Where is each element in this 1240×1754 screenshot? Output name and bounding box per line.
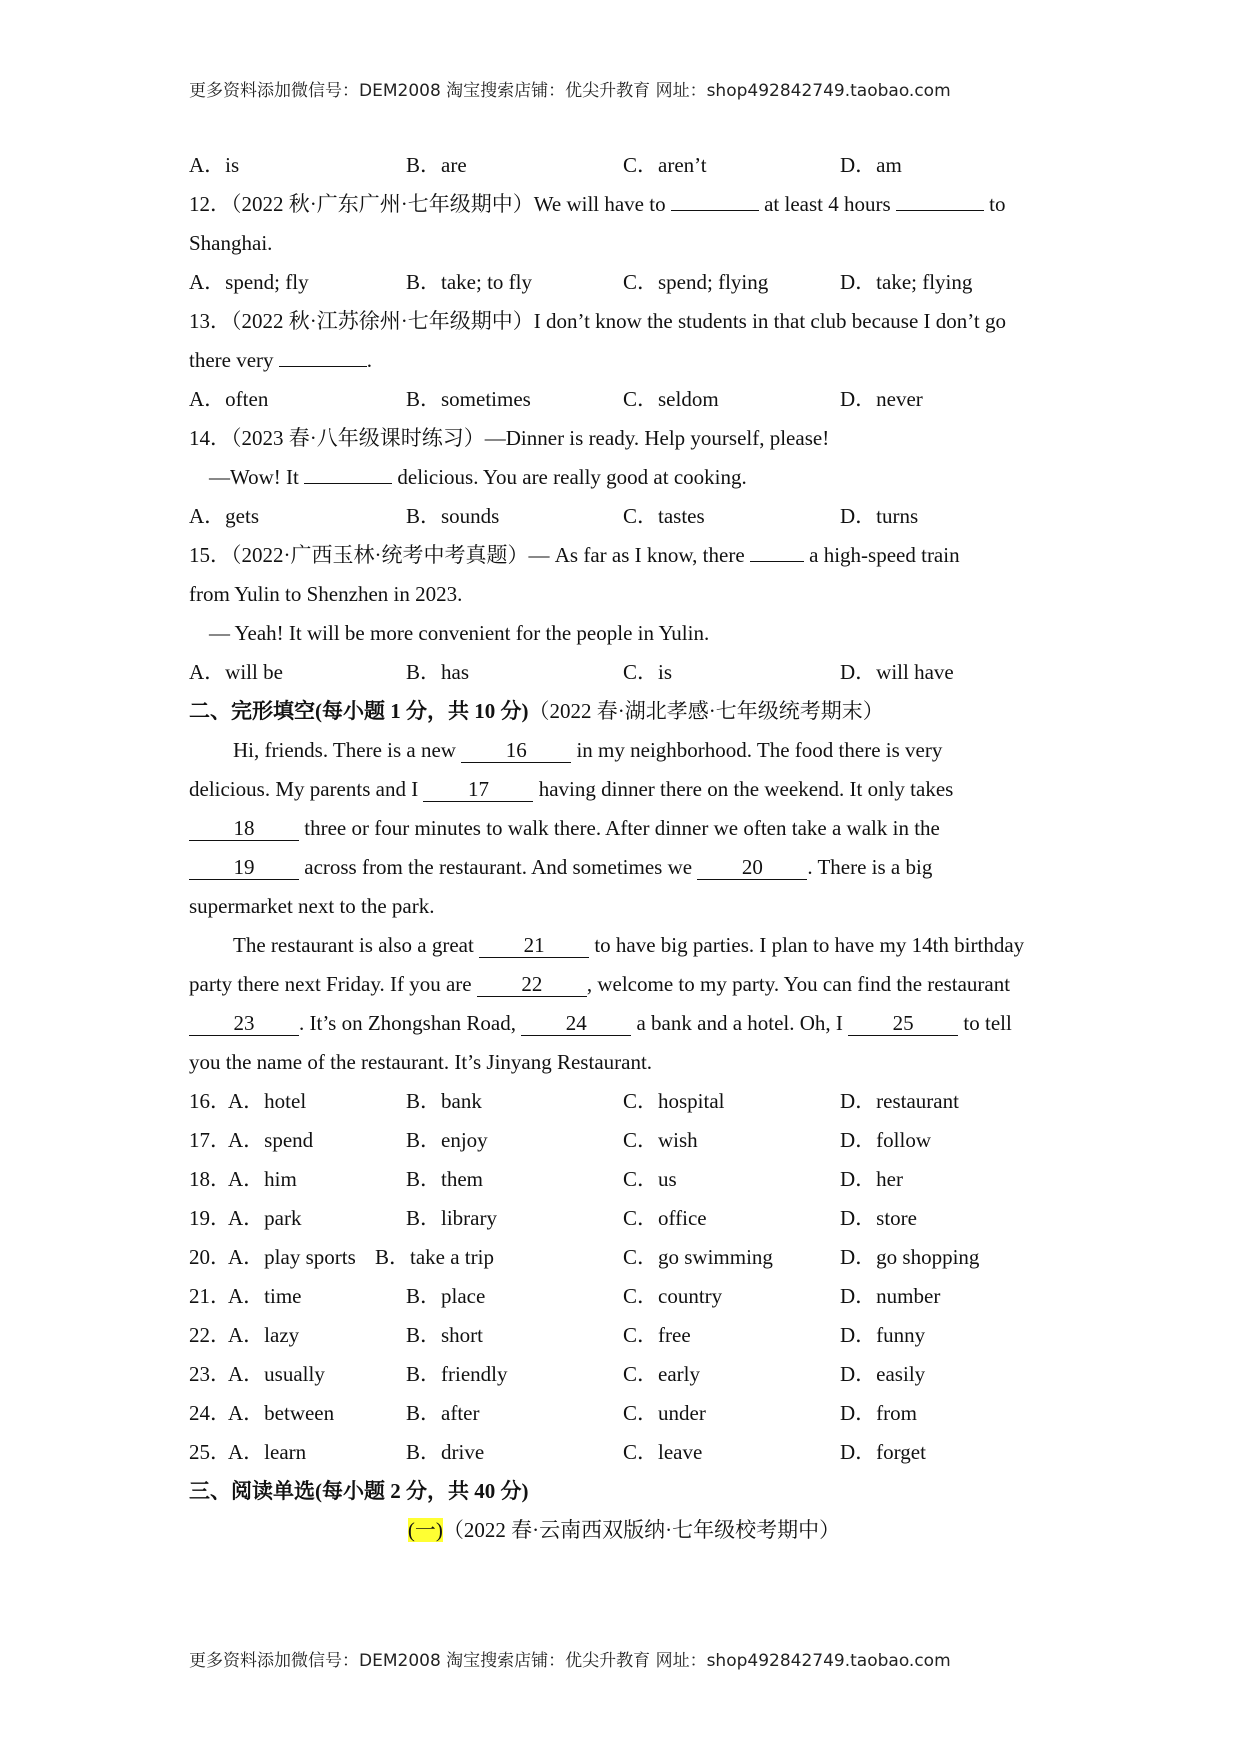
q12-text-2: at least 4 hours [764,192,891,216]
q15-option-a: A．will be [189,660,283,684]
q14-text-2: delicious. You are really good at cooking. [397,465,747,489]
q12-text-1: 12．（2022 秋·广东广州·七年级期中）We will have to [189,192,666,216]
passage-text: to have big parties. I plan to have my 14th birthday [594,933,1025,957]
answer-blank [896,186,984,211]
option-c: C．country [623,1284,723,1308]
cloze-option-row [189,1238,1059,1277]
cloze-blank-16: 16 [461,738,571,763]
cloze-option-row [189,1121,1059,1160]
cloze-blank-23: 23 [189,1011,299,1036]
cloze-blank-24: 24 [521,1011,631,1036]
section-2-heading [189,692,1059,731]
q12-option-c: C．spend; flying [623,270,769,294]
option-d: D．easily [840,1362,926,1386]
option-c: C．us [623,1167,677,1191]
question-number: 25． [189,1440,231,1464]
passage-line [189,926,1059,965]
cloze-blank-25: 25 [848,1011,958,1036]
option-d: D．number [840,1284,941,1308]
option-c: C．hospital [623,1089,725,1113]
answer-blank [279,342,367,367]
q14-option-b: B．sounds [406,504,500,528]
question-number: 24． [189,1401,231,1425]
option-b: B．drive [406,1440,485,1464]
answer-blank [750,537,804,562]
option-c: C．office [623,1206,707,1230]
q15-reply: — Yeah! It will be more convenient for the people in Yulin. [209,621,710,645]
passage-text: . It’s on Zhongshan Road, [299,1011,516,1035]
q15-stem-line2: from Yulin to Shenzhen in 2023. [189,582,463,606]
question-number: 17． [189,1128,231,1152]
document-body [189,146,1059,1550]
option-a: A．park [228,1206,302,1230]
cloze-option-row [189,1355,1059,1394]
cloze-blank-20: 20 [697,855,807,880]
q15-text-1: 15．（2022·广西玉林·统考中考真题）— As far as I know, there [189,543,745,567]
cloze-blank-17: 17 [423,777,533,802]
answer-blank [304,459,392,484]
q13-option-b: B．sometimes [406,387,531,411]
cloze-blank-22: 22 [477,972,587,997]
q13-options [189,380,1059,419]
option-b: B．friendly [406,1362,508,1386]
option-c: C．under [623,1401,706,1425]
option-b: B．after [406,1401,480,1425]
cloze-blank-18: 18 [189,816,299,841]
cloze-option-row [189,1160,1059,1199]
section-3-sub-heading [189,1511,1059,1550]
option-a: A．spend [228,1128,314,1152]
option-b: B．enjoy [406,1128,488,1152]
option-d: D．go shopping [840,1245,980,1269]
q13-option-c: C．seldom [623,387,719,411]
cloze-options [189,1082,1059,1472]
cloze-option-row [189,1277,1059,1316]
q14-text-1: —Wow! It [209,465,299,489]
passage-text: The restaurant is also a great [233,933,474,957]
q14-stem: 14．（2023 春·八年级课时练习）—Dinner is ready. Help yourself, please! [189,426,830,450]
q13-stem: 13．（2022 秋·江苏徐州·七年级期中）I don’t know the students in that club because I don’t go [189,309,1006,333]
option-d: D．funny [840,1323,926,1347]
option-a: A．learn [228,1440,307,1464]
option-c: C．leave [623,1440,703,1464]
q13-text-2: . [366,348,373,372]
q12-text-3: to [989,192,1006,216]
option-b: B．them [406,1167,483,1191]
q15-stem [189,536,1059,575]
passage-text: across from the restaurant. And sometimes we [304,855,693,879]
q14-option-c: C．tastes [623,504,705,528]
option-d: D．forget [840,1440,926,1464]
q12-option-b: B．take; to fly [406,270,532,294]
option-b: B．bank [406,1089,482,1113]
page-header: 更多资料添加微信号：DEM2008 淘宝搜索店铺：优尖升教育 网址：shop492842749.taobao.com [189,81,951,101]
q14-option-d: D．turns [840,504,919,528]
q13-option-a: A．often [189,387,269,411]
q11-options [189,146,1059,185]
passage-line [189,965,1059,1004]
section-2-source: （2022 春·湖北孝感·七年级统考期末） [528,699,884,723]
cloze-option-row [189,1316,1059,1355]
cloze-option-row [189,1199,1059,1238]
q15-options [189,653,1059,692]
option-d: D．store [840,1206,917,1230]
option-b: B．library [406,1206,497,1230]
section-2-title: 二、完形填空(每小题 1 分，共 10 分) [189,699,529,723]
option-b: B．take a trip [375,1245,494,1269]
question-number: 16． [189,1089,231,1113]
passage-line [189,848,1059,887]
q14-options [189,497,1059,536]
option-c: C．wish [623,1128,698,1152]
section-3-heading: 三、阅读单选(每小题 2 分，共 40 分) [189,1479,529,1503]
passage-text: a bank and a hotel. Oh, I [636,1011,843,1035]
question-number: 20． [189,1245,231,1269]
answer-blank [671,186,759,211]
option-b: B．short [406,1323,484,1347]
cloze-option-row [189,1082,1059,1121]
sub-marker: (一) [407,1518,443,1542]
passage-text: . There is a big [807,855,933,879]
passage-line: supermarket next to the park. [189,894,435,918]
passage-text: , welcome to my party. You can find the restaurant [586,972,1011,996]
option-c: C．free [623,1323,691,1347]
q12-option-a: A．spend; fly [189,270,309,294]
q15-text-2: a high-speed train [809,543,960,567]
q12-stem [189,185,1059,224]
option-a: A．hotel [228,1089,307,1113]
passage-text: to tell [963,1011,1012,1035]
q11-option-d: D．am [840,153,902,177]
question-number: 23． [189,1362,231,1386]
option-a: A．between [228,1401,335,1425]
passage-text: delicious. My parents and I [189,777,419,801]
question-number: 19． [189,1206,231,1230]
q13-text-1: there very [189,348,274,372]
passage-text: having dinner there on the weekend. It only takes [538,777,954,801]
question-number: 21． [189,1284,231,1308]
page-footer: 更多资料添加微信号：DEM2008 淘宝搜索店铺：优尖升教育 网址：shop492842749.taobao.com [189,1651,951,1671]
cloze-option-row [189,1394,1059,1433]
q14-reply [189,458,1059,497]
passage-text: in my neighborhood. The food there is very [576,738,943,762]
passage-line [189,770,1059,809]
option-b: B．place [406,1284,486,1308]
q11-option-c: C．aren’t [623,153,707,177]
cloze-blank-21: 21 [479,933,589,958]
option-a: A．lazy [228,1323,300,1347]
option-a: A．play sports [228,1245,356,1269]
passage-text: Hi, friends. There is a new [233,738,456,762]
cloze-option-row [189,1433,1059,1472]
option-c: C．early [623,1362,700,1386]
q15-option-c: C．is [623,660,673,684]
passage-line [189,809,1059,848]
passage-text: party there next Friday. If you are [189,972,472,996]
q12-stem-line2: Shanghai. [189,231,273,255]
passage-line: you the name of the restaurant. It’s Jinyang Restaurant. [189,1050,653,1074]
option-d: D．restaurant [840,1089,959,1113]
q11-option-a: A．is [189,153,240,177]
option-d: D．from [840,1401,917,1425]
question-number: 22． [189,1323,231,1347]
option-a: A．him [228,1167,297,1191]
option-d: D．follow [840,1128,931,1152]
q11-option-b: B．are [406,153,467,177]
passage-line [189,1004,1059,1043]
q12-options [189,263,1059,302]
q15-option-b: B．has [406,660,469,684]
q14-option-a: A．gets [189,504,259,528]
option-c: C．go swimming [623,1245,773,1269]
sub-source: （2022 春·云南西双版纳·七年级校考期中） [442,1518,841,1542]
cloze-blank-19: 19 [189,855,299,880]
question-number: 18． [189,1167,231,1191]
q13-option-d: D．never [840,387,923,411]
option-a: A．usually [228,1362,325,1386]
option-a: A．time [228,1284,302,1308]
q15-option-d: D．will have [840,660,954,684]
q13-stem-line2 [189,341,1059,380]
passage-line [189,731,1059,770]
q12-option-d: D．take; flying [840,270,973,294]
passage-text: three or four minutes to walk there. After dinner we often take a walk in the [304,816,940,840]
option-d: D．her [840,1167,903,1191]
